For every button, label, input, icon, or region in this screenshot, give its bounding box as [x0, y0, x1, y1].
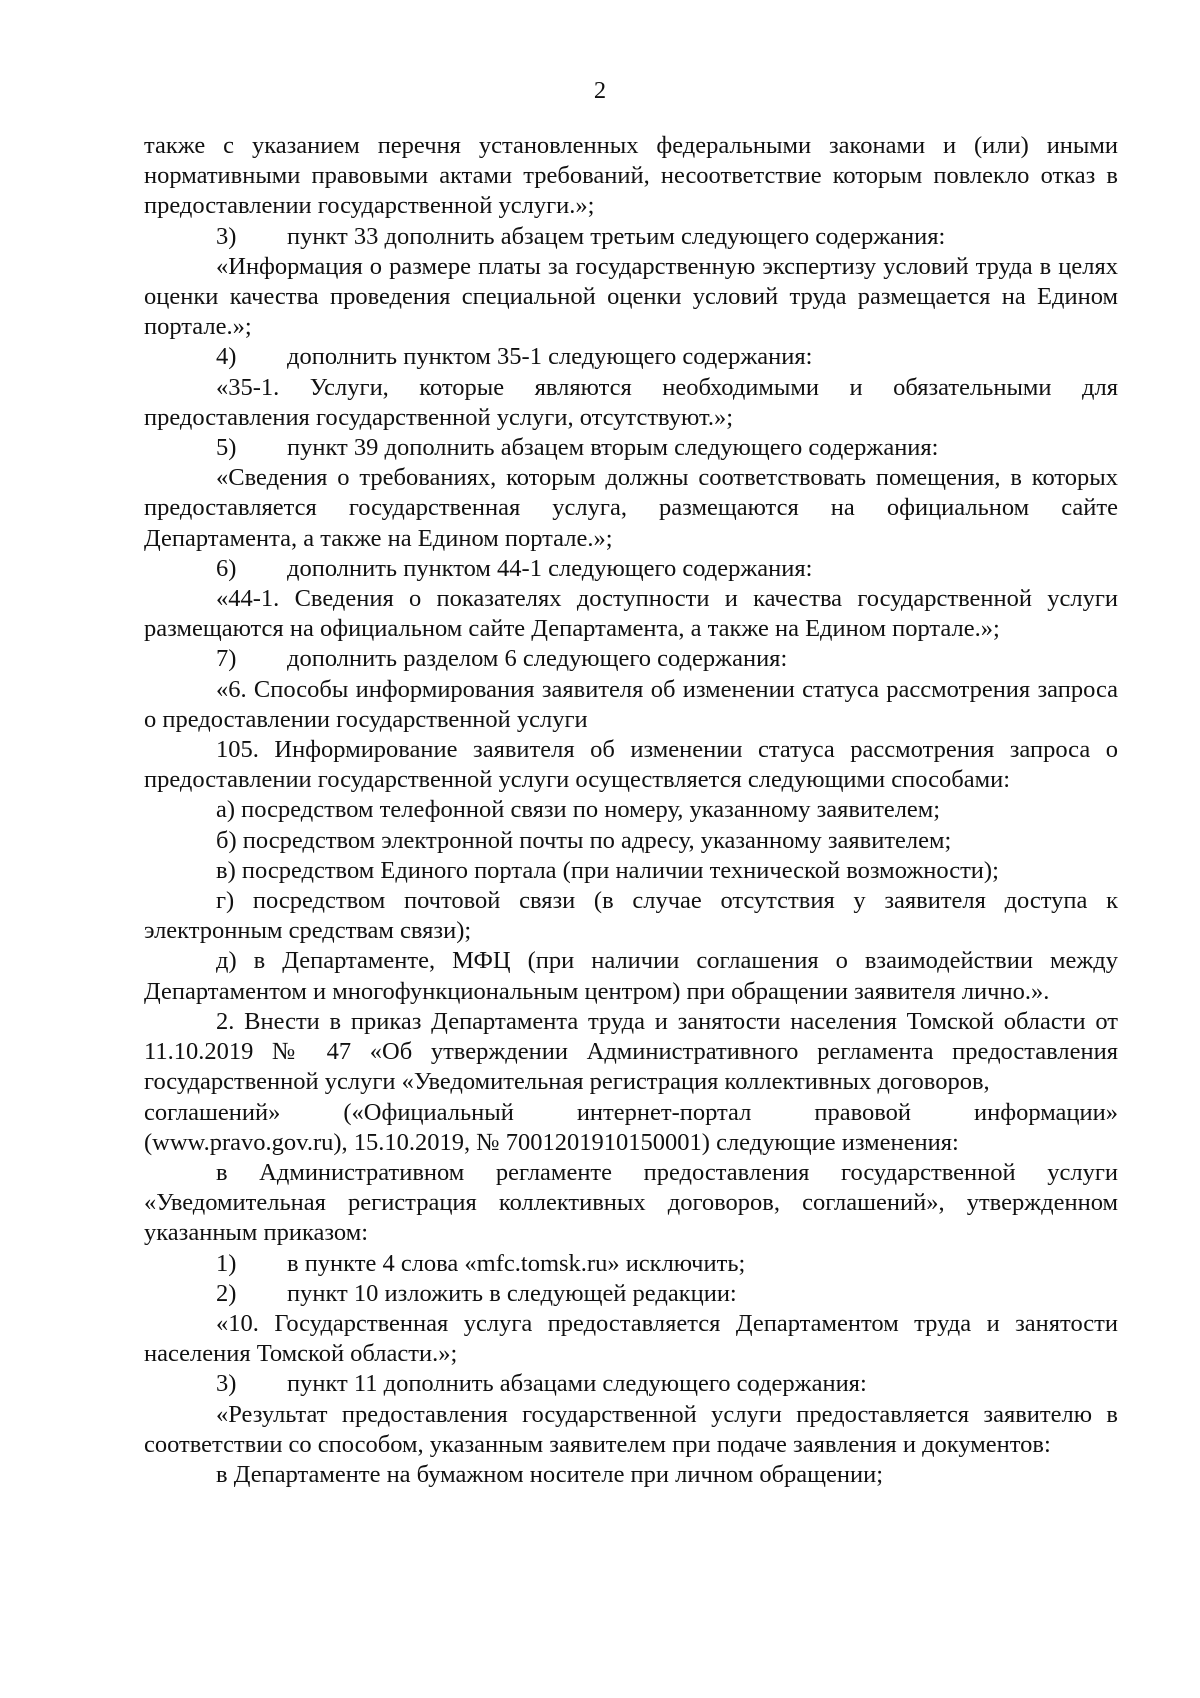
list-item-text: пункт 11 дополнить абзацами следующего содержания: — [287, 1370, 867, 1398]
list-item-text: пункт 10 изложить в следующей редакции: — [287, 1279, 737, 1307]
page-number: 2 — [593, 77, 607, 104]
list-item-text: пункт 33 дополнить абзацем третьим следующего содержания: — [287, 222, 946, 250]
list-item-text: дополнить пунктом 44-1 следующего содержания: — [287, 554, 813, 582]
paragraph: в Департаменте на бумажном носителе при личном обращении; — [216, 1460, 884, 1488]
list-item-number: 2) — [216, 1279, 237, 1307]
list-item-number: 3) — [216, 1370, 237, 1398]
list-item — [144, 433, 1118, 463]
list-item — [144, 1279, 1118, 1309]
paragraph: «44-1. Сведения о показателях доступности и качества государственной услуги размещаются на официальном сайте Департамента, а также на Едином портале.»; — [144, 585, 1118, 643]
list-item — [144, 1249, 1118, 1279]
paragraph: в Административном регламенте предоставления государственной услуги «Уведомительная регистрация коллективных договоров, соглашений», утвержденном указанным приказом: — [144, 1158, 1118, 1247]
paragraph: «10. Государственная услуга предоставляется Департаментом труда и занятости населения Томской области.»; — [144, 1309, 1118, 1368]
paragraph: 105. Информирование заявителя об изменении статуса рассмотрения запроса о предоставлении государственной услуги осуществляется следующими способами: — [144, 736, 1118, 794]
paragraph: а) посредством телефонной связи по номеру, указанному заявителем; — [216, 796, 941, 824]
paragraph: «6. Способы информирования заявителя об изменении статуса рассмотрения запроса о предоставлении государственной услуги — [144, 675, 1118, 733]
paragraph: также с указанием перечня установленных федеральными законами и (или) иными нормативными правовыми актами требований, несоответствие которым повлекло отказ в предоставлении государственной услуги.»; — [144, 132, 1118, 220]
list-item — [144, 342, 1118, 372]
paragraph: 2. Внести в приказ Департамента труда и занятости населения Томской области от 11.10.2019 № 47 «Об утверждении Административного регламента предоставления государственной услуги «Уведомительная регистрация коллективных договоров, — [144, 1007, 1118, 1096]
list-item-text: в пункте 4 слова «mfc.tomsk.ru» исключить; — [287, 1249, 746, 1277]
paragraph: б) посредством электронной почты по адресу, указанному заявителем; — [216, 826, 952, 854]
list-item-number: 4) — [216, 343, 237, 371]
list-item-number: 3) — [216, 222, 237, 250]
paragraph: в) посредством Единого портала (при наличии технической возможности); — [216, 856, 999, 884]
list-item-number: 6) — [216, 554, 237, 582]
paragraph: «35-1. Услуги, которые являются необходимыми и обязательными для предоставления государственной услуги, отсутствуют.»; — [144, 373, 1118, 431]
list-item-text: дополнить разделом 6 следующего содержания: — [287, 645, 788, 673]
document-body — [144, 131, 1118, 1490]
paragraph-line: (www.pravo.gov.ru), 15.10.2019, № 7001201910150001) следующие изменения: — [144, 1128, 959, 1156]
list-item-number: 1) — [216, 1249, 237, 1277]
list-item — [144, 222, 1118, 252]
list-item-text: пункт 39 дополнить абзацем вторым следующего содержания: — [287, 434, 939, 462]
list-item-number: 7) — [216, 645, 237, 673]
paragraph: г) посредством почтовой связи (в случае отсутствия у заявителя доступа к электронным средствам связи); — [144, 887, 1118, 945]
paragraph: д) в Департаменте, МФЦ (при наличии соглашения о взаимодействии между Департаментом и многофункциональным центром) при обращении заявителя лично.». — [144, 947, 1118, 1005]
list-item-text: дополнить пунктом 35-1 следующего содержания: — [287, 343, 813, 371]
list-item-number: 5) — [216, 434, 237, 462]
paragraph: «Сведения о требованиях, которым должны соответствовать помещения, в которых предоставляется государственная услуга, размещаются на официальном сайте Департамента, а также на Едином портале.»; — [144, 464, 1118, 552]
list-item — [144, 554, 1118, 584]
paragraph: «Информация о размере платы за государственную экспертизу условий труда в целях оценки качества проведения специальной оценки условий труда размещается на Едином портале.»; — [144, 252, 1118, 341]
paragraph: «Результат предоставления государственной услуги предоставляется заявителю в соответствии со способом, указанным заявителем при подаче заявления и документов: — [144, 1400, 1118, 1458]
list-item — [144, 644, 1118, 674]
list-item — [144, 1369, 1118, 1399]
paragraph-line: соглашений» («Официальный интернет-портал правовой информации» — [144, 1098, 1118, 1126]
